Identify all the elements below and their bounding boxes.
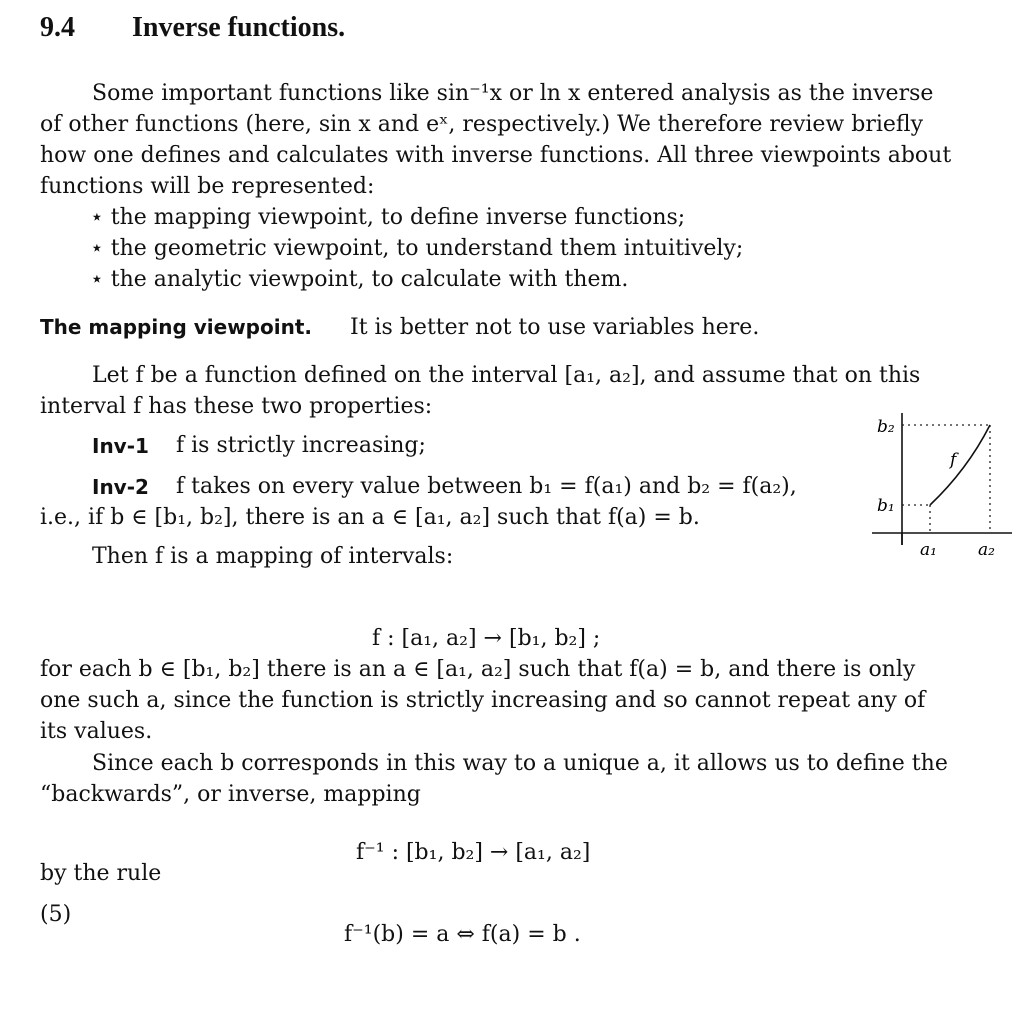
paragraph-line: Let f be a function defined on the interval [a₁, a₂], and assume that on this [92,363,921,388]
paragraph-line: Then f is a mapping of intervals: [92,544,454,569]
paragraph-line: for each b ∈ [b₁, b₂] there is an a ∈ [a₁, a₂] such that f(a) = b, and there is only [40,657,916,682]
intro-line: how one defines and calculates with inverse functions. All three viewpoints about [40,143,952,168]
paragraph-line: interval f has these two properties: [40,394,433,419]
display-equation: f : [a₁, a₂] → [b₁, b₂] ; [372,626,601,651]
label-b1: b₁ [877,496,895,516]
intro-line: of other functions (here, sin x and eˣ, respectively.) We therefore review briefly [40,112,924,137]
property-text-inv2: f takes on every value between b₁ = f(a₁) and b₂ = f(a₂), [176,474,797,499]
property-label-inv2: Inv-2 [92,475,149,499]
paragraph-line: i.e., if b ∈ [b₁, b₂], there is an a ∈ [a₁, a₂] such that f(a) = b. [40,505,700,530]
section-title: Inverse functions. [132,12,346,43]
display-equation: f⁻¹(b) = a ⇔ f(a) = b . [344,922,581,947]
paragraph-line: its values. [40,719,153,744]
inverse-function-figure [872,405,1012,565]
label-a1: a₁ [920,540,937,560]
paragraph-line: Since each b corresponds in this way to a unique a, it allows us to define the [92,751,948,776]
subsection-lead: It is better not to use variables here. [350,315,760,340]
list-item: ⋆ the analytic viewpoint, to calculate with them. [90,267,629,292]
intro-line: functions will be represented: [40,174,375,199]
intro-line: Some important functions like sin⁻¹x or ln x entered analysis as the inverse [92,81,934,106]
section-number: 9.4 [40,12,75,43]
label-f: f [950,450,957,470]
list-item: ⋆ the geometric viewpoint, to understand them intuitively; [90,236,744,261]
equation-number: (5) [40,902,72,927]
paragraph-line: “backwards”, or inverse, mapping [40,782,421,807]
property-label-inv1: Inv-1 [92,434,149,458]
display-equation: f⁻¹ : [b₁, b₂] → [a₁, a₂] [356,840,591,865]
property-text-inv1: f is strictly increasing; [176,433,426,458]
paragraph-line: by the rule [40,861,162,886]
subsection-heading: The mapping viewpoint. [40,315,312,339]
paragraph-line: one such a, since the function is strictly increasing and so cannot repeat any of [40,688,926,713]
label-a2: a₂ [978,540,995,560]
label-b2: b₂ [877,417,895,437]
list-item: ⋆ the mapping viewpoint, to define inverse functions; [90,205,686,230]
function-curve [930,425,990,505]
